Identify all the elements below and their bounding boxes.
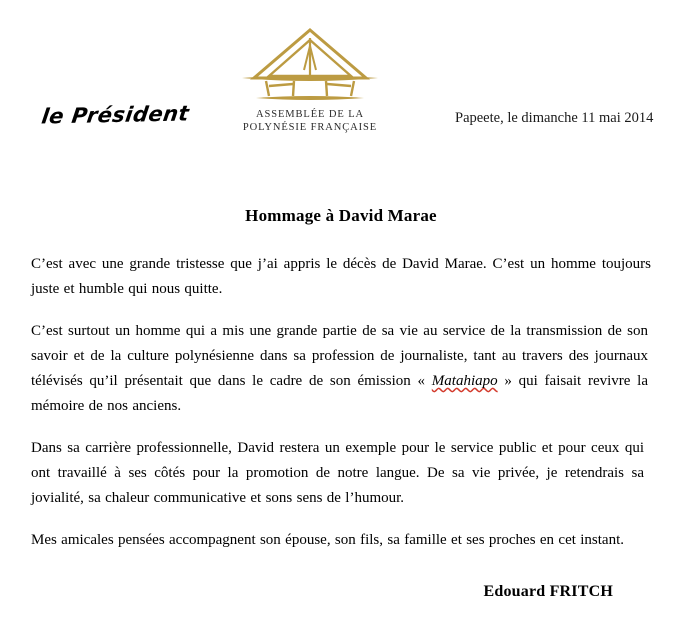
paragraph-3: Dans sa carrière professionnelle, David restera un exemple pour le service public et pour ceux qui ont travaillé à ses côtés pour la promotion de notre langue. De sa vie privée, je retendrais sa jovialité, sa chaleur communicative et sons sens de l’humour. <box>31 440 644 506</box>
assembly-logo <box>225 26 395 134</box>
logo-caption-line-2: POLYNÉSIE FRANÇAISE <box>242 122 378 133</box>
letterhead-header <box>0 0 682 150</box>
page-title: Hommage à David Marae <box>245 206 437 225</box>
paragraph-2-text-after: » qui faisait revivre la mémoire de nos anciens. <box>31 373 648 414</box>
paragraph-1: C’est avec une grande tristesse que j’ai appris le décès de David Marae. C’est un homme toujours juste et humble qui nous quitte. <box>31 256 651 297</box>
dateline: Papeete, le dimanche 11 mai 2014 <box>455 110 654 126</box>
letter-body <box>31 206 651 601</box>
misspelled-word-matahiapo: Matahiapo <box>431 373 498 389</box>
president-signature-label: le Président <box>40 101 191 129</box>
logo-caption-line-1: ASSEMBLÉE DE LA <box>256 109 364 120</box>
logo-caption <box>225 108 395 134</box>
paragraph-2-text-before: C’est surtout un homme qui a mis une grande partie de sa vie au service de la transmission de son savoir et de la culture polynésienne dans sa profession de journaliste, tant au travers des journaux télévisés qu’il présentait que dans le cadre de son émission « <box>31 323 648 389</box>
signature-name: Edouard FRITCH <box>483 583 613 600</box>
paragraph-2 <box>31 319 648 419</box>
paragraph-4: Mes amicales pensées accompagnent son épouse, son fils, sa famille et ses proches en cet instant. <box>31 532 624 548</box>
assembly-building-icon <box>236 26 384 104</box>
